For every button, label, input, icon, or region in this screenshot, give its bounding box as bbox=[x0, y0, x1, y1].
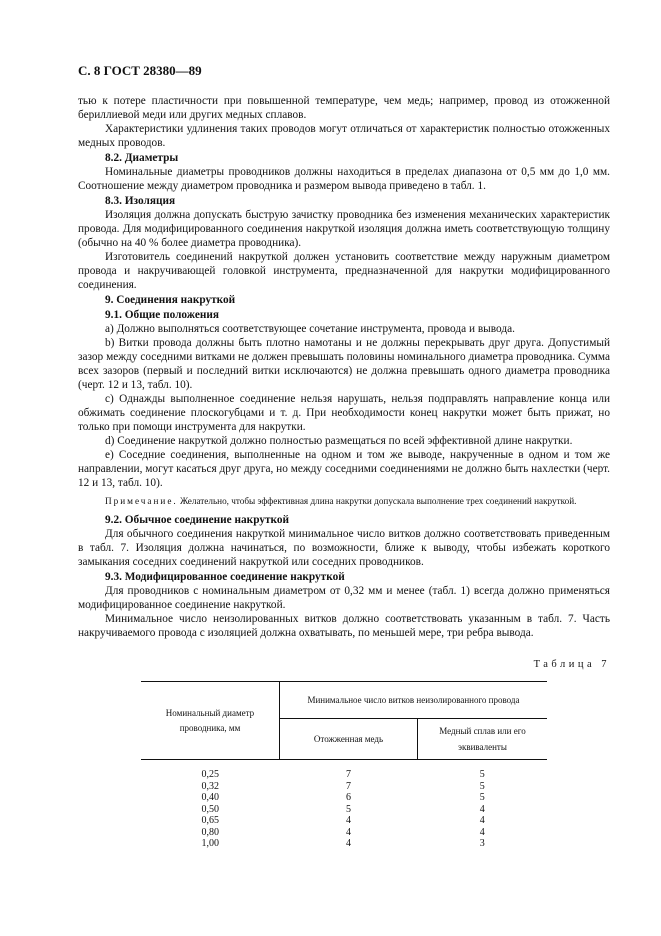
table-cell: 5 bbox=[479, 780, 485, 792]
paragraph: Минимальное число неизолированных витков должно соответствовать указанным в табл. 7. Часть накручиваемого провода с изоляцией должна охватывать, по меньшей мере, три ребра вывода. bbox=[78, 613, 610, 639]
column-header-annealed-copper: Отожженная медь bbox=[280, 719, 418, 760]
section-heading-8-2: 8.2. Диаметры bbox=[105, 152, 179, 164]
table-cell: 5 bbox=[479, 792, 485, 803]
table-row bbox=[141, 760, 547, 781]
table-cell: 0,32 bbox=[201, 780, 219, 792]
paragraph: Для обычного соединения накруткой минимальное число витков должно соответствовать приведенным в табл. 7. Изоляция должна начинаться, по возможности, ближе к выводу, чтобы избежать короткого замыкания соседних соединений накруткой или соседних проводников. bbox=[78, 528, 610, 568]
table-cell: 1,00 bbox=[201, 838, 219, 849]
list-item-c: с) Однажды выполненное соединение нельзя нарушать, нельзя подправлять направление конца или обжимать соединение плоскогубцами и т. д. При необходимости конец накрутки может быть прижат, но только при помощи инструмента для накрутки. bbox=[78, 393, 610, 433]
column-group-header: Минимальное число витков неизолированного провода bbox=[280, 682, 548, 719]
table-cell: 0,50 bbox=[201, 803, 219, 815]
table-row bbox=[141, 781, 547, 793]
table-cell: 3 bbox=[479, 838, 485, 849]
table-cell: 0,40 bbox=[201, 792, 219, 803]
note bbox=[78, 495, 610, 508]
table-cell: 5 bbox=[479, 769, 485, 780]
paragraph: Изготовитель соединений накруткой должен установить соответствие между наружным диаметром провода и накручивающей головкой инструмента, предназначенной для накрутки модифицированного соединения. bbox=[78, 251, 610, 291]
column-header-diameter: Номинальный диаметр проводника, мм bbox=[141, 682, 280, 760]
paragraph: Номинальные диаметры проводников должны находиться в пределах диапазона от 0,5 мм до 1,0 мм. Соотношение между диаметром проводника и размером вывода приведено в табл. 1. bbox=[78, 166, 610, 192]
list-item-a: а) Должно выполняться соответствующее сочетание инструмента, провода и вывода. bbox=[105, 323, 515, 335]
paragraph: Характеристики удлинения таких проводов могут отличаться от характеристик полностью отожженных медных проводов. bbox=[78, 123, 610, 149]
section-heading-9-2: 9.2. Обычное соединение накруткой bbox=[105, 514, 290, 526]
page-header: С. 8 ГОСТ 28380—89 bbox=[78, 63, 202, 78]
table-cell: 4 bbox=[346, 826, 351, 838]
paragraph: тью к потере пластичности при повышенной температуре, чем медь; например, провод из отожженной бериллиевой меди или других медных сплавов. bbox=[78, 95, 610, 121]
document-body bbox=[78, 94, 610, 672]
table-cell: 7 bbox=[346, 780, 351, 792]
section-heading-9-3: 9.3. Модифицированное соединение накруткой bbox=[105, 571, 345, 583]
table-cell: 0,80 bbox=[201, 826, 219, 838]
table-body bbox=[141, 760, 547, 850]
paragraph: Изоляция должна допускать быструю зачистку проводника без изменения механических характеристик провода. Для модифицированного соединения накруткой изоляция должна иметь соответствующую толщину (обычно на 40 % более диаметра проводника). bbox=[78, 209, 610, 249]
list-item-e: е) Соседние соединения, выполненные на одном и том же выводе, накрученные в одном и том же направлении, могут касаться друг друга, но между соседними соединениями не должно быть нахлестки (черт. 12 и 13, табл. 10). bbox=[78, 449, 610, 489]
table-cell: 4 bbox=[479, 815, 485, 826]
paragraph: Для проводников с номинальным диаметром от 0,32 мм и менее (табл. 1) всегда должно применяться модифицированное соединение накруткой. bbox=[78, 585, 610, 611]
note-label: Примечание. bbox=[105, 496, 178, 506]
section-heading-9: 9. Соединения накруткой bbox=[105, 294, 236, 306]
table-row bbox=[141, 804, 547, 816]
table-caption: Таблица 7 bbox=[533, 659, 610, 670]
table-cell: 5 bbox=[346, 803, 351, 815]
table-row bbox=[141, 827, 547, 839]
table-cell: 4 bbox=[346, 815, 351, 826]
table-cell: 4 bbox=[479, 826, 485, 838]
note-text: Желательно, чтобы эффективная длина накрутки допускала выполнение трех соединений накруткой. bbox=[180, 496, 577, 506]
list-item-d: d) Соединение накруткой должно полностью размещаться по всей эффективной длине накрутки. bbox=[105, 435, 573, 447]
section-heading-9-1: 9.1. Общие положения bbox=[105, 309, 219, 321]
table-cell: 4 bbox=[479, 803, 485, 815]
table-cell: 0,25 bbox=[201, 769, 219, 780]
table-row bbox=[141, 792, 547, 804]
table-cell: 6 bbox=[346, 792, 351, 803]
table-cell: 7 bbox=[346, 769, 351, 780]
table-cell: 0,65 bbox=[201, 815, 219, 826]
table-7 bbox=[141, 681, 547, 850]
table-cell: 4 bbox=[346, 838, 351, 849]
table-row bbox=[141, 838, 547, 850]
table-row bbox=[141, 815, 547, 827]
list-item-b: b) Витки провода должны быть плотно намотаны и не должны перекрывать друг друга. Допустимый зазор между соседними витками не должен превышать половины номинального диаметра проводника. Сумма всех зазоров (первый и последний витки исключаются) не должна превышать одного диаметра проводника (черт. 12 и 13, табл. 10). bbox=[78, 337, 610, 391]
column-header-copper-alloy: Медный сплав или его эквиваленты bbox=[418, 719, 548, 760]
section-heading-8-3: 8.3. Изоляция bbox=[105, 195, 176, 207]
